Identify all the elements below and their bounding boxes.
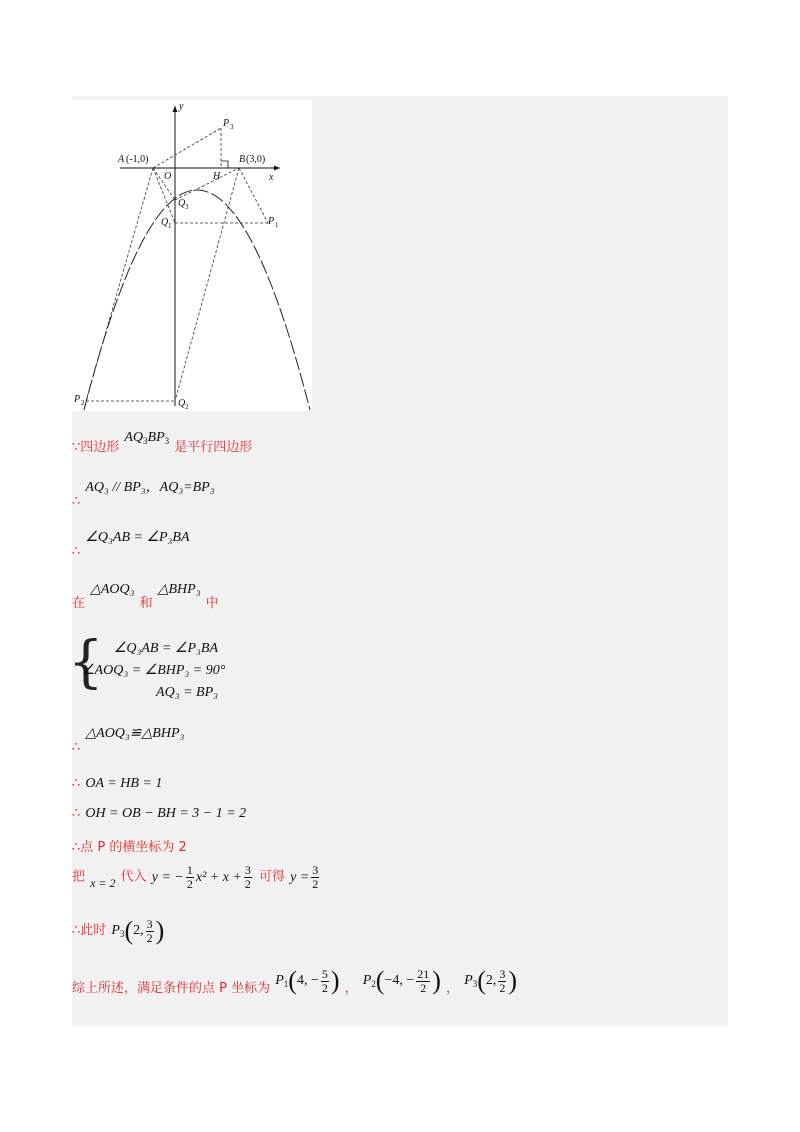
system-eq-2: ∠AOQ₃ = ∠BHP₃ = 90° (82, 663, 226, 678)
label-P2: P (74, 394, 81, 405)
line-p3-point (72, 916, 164, 946)
therefore-7: ∴ (72, 806, 81, 821)
line-abscissa: ∴点 P 的横坐标为 2 (72, 840, 187, 855)
line1-math: $AQ_3BP_3$ (124, 430, 170, 446)
line-substitute (72, 864, 321, 904)
label-x: x (269, 172, 274, 183)
line4-pre: 在 (72, 596, 86, 611)
line1-pre: ∵四边形 (72, 440, 120, 455)
label-P3: P (223, 118, 230, 129)
system-equations (82, 638, 226, 704)
therefore-6: ∴ (72, 776, 81, 791)
line-conclusion (72, 966, 517, 996)
therefore-3: ∴ (72, 544, 81, 559)
line3-math: ∠Q₃AB = ∠P₃BA (85, 530, 190, 545)
therefore-2: ∴ (72, 494, 81, 509)
line4-tri2: △BHP₃ (157, 582, 201, 597)
x-axis-arrow (274, 166, 280, 171)
line10-pre: ∴此时 (72, 923, 107, 939)
point-p1: $P_1(4$, − $\frac{5}{2}$ ) (275, 966, 340, 995)
label-A-coord: (-1,0) (126, 154, 149, 165)
line9-get: 可得 (258, 869, 285, 885)
label-P1: P (268, 216, 275, 227)
line9-equation: y = − $\frac{1}{2}$ x² + x + $\frac{3}{2}$ (151, 863, 251, 891)
separator-2: ， (446, 981, 460, 997)
line2-math: AQ₃ // BP₃，AQ₃=BP₃ (85, 480, 215, 495)
line5-math: △AOQ₃≌△BHP₃ (85, 726, 185, 741)
label-P2-sub: 2 (81, 399, 85, 407)
therefore-5: ∴ (72, 740, 81, 755)
parabola-figure (72, 100, 312, 411)
label-B-coord: (3,0) (246, 154, 266, 165)
right-angle-mark (221, 161, 228, 168)
line-congruent (72, 722, 185, 755)
y-axis-arrow (173, 106, 178, 112)
label-Q3: Q (178, 198, 186, 209)
label-A: A (118, 154, 125, 165)
line9-x: x = 2 (90, 875, 116, 890)
label-Q2: Q (178, 398, 186, 409)
label-B: B (239, 154, 246, 165)
construction-lines (86, 128, 268, 401)
line-oh (72, 802, 246, 822)
line1-post: 是平行四边形 (174, 440, 253, 455)
line4-tri1: △AOQ₃ (90, 582, 135, 597)
system-eq-1: ∠Q₃AB = ∠P₃BA (113, 641, 218, 656)
line-in-triangles (72, 578, 219, 611)
label-Q1: Q (161, 217, 169, 228)
point-p3: $P_3(2$, $\frac{3}{2}$ ) (464, 966, 518, 995)
point-p2: $P_2(-4$, − $\frac{21}{2}$ ) (362, 966, 441, 995)
system-brace: { (68, 630, 104, 695)
line9-result: y = $\frac{3}{2}$ (290, 863, 319, 891)
label-Q1-sub: 1 (168, 222, 172, 230)
line9-pre: 把 (72, 869, 86, 885)
line11-pre: 综上所述，满足条件的点 P 坐标为 (72, 981, 271, 997)
line4-mid: 和 (139, 596, 153, 611)
label-Q3-sub: 3 (185, 203, 189, 211)
label-Q2-sub: 2 (185, 403, 189, 411)
figure-svg (72, 100, 312, 411)
label-O: O (164, 171, 172, 182)
label-P3-sub: 3 (230, 123, 234, 131)
system-eq-3: AQ₃ = BP₃ (156, 685, 218, 700)
line-parallelogram (72, 430, 253, 456)
line9-mid: 代入 (120, 869, 147, 885)
line6-math: OA = HB = 1 (85, 776, 163, 791)
label-H: H (213, 171, 221, 182)
line-angle-equal (72, 526, 190, 559)
line-oa-hb (72, 772, 162, 792)
line-parallel-equal (72, 476, 215, 509)
line10-point: $P_3(2$, $\frac{3}{2}$ ) (111, 916, 165, 945)
separator-1: ， (344, 981, 358, 997)
line4-post: 中 (205, 596, 219, 611)
line7-math: OH = OB − BH = 3 − 1 = 2 (85, 806, 247, 821)
label-y: y (179, 101, 184, 112)
solution-panel (68, 96, 728, 1026)
label-P1-sub: 1 (275, 221, 279, 229)
